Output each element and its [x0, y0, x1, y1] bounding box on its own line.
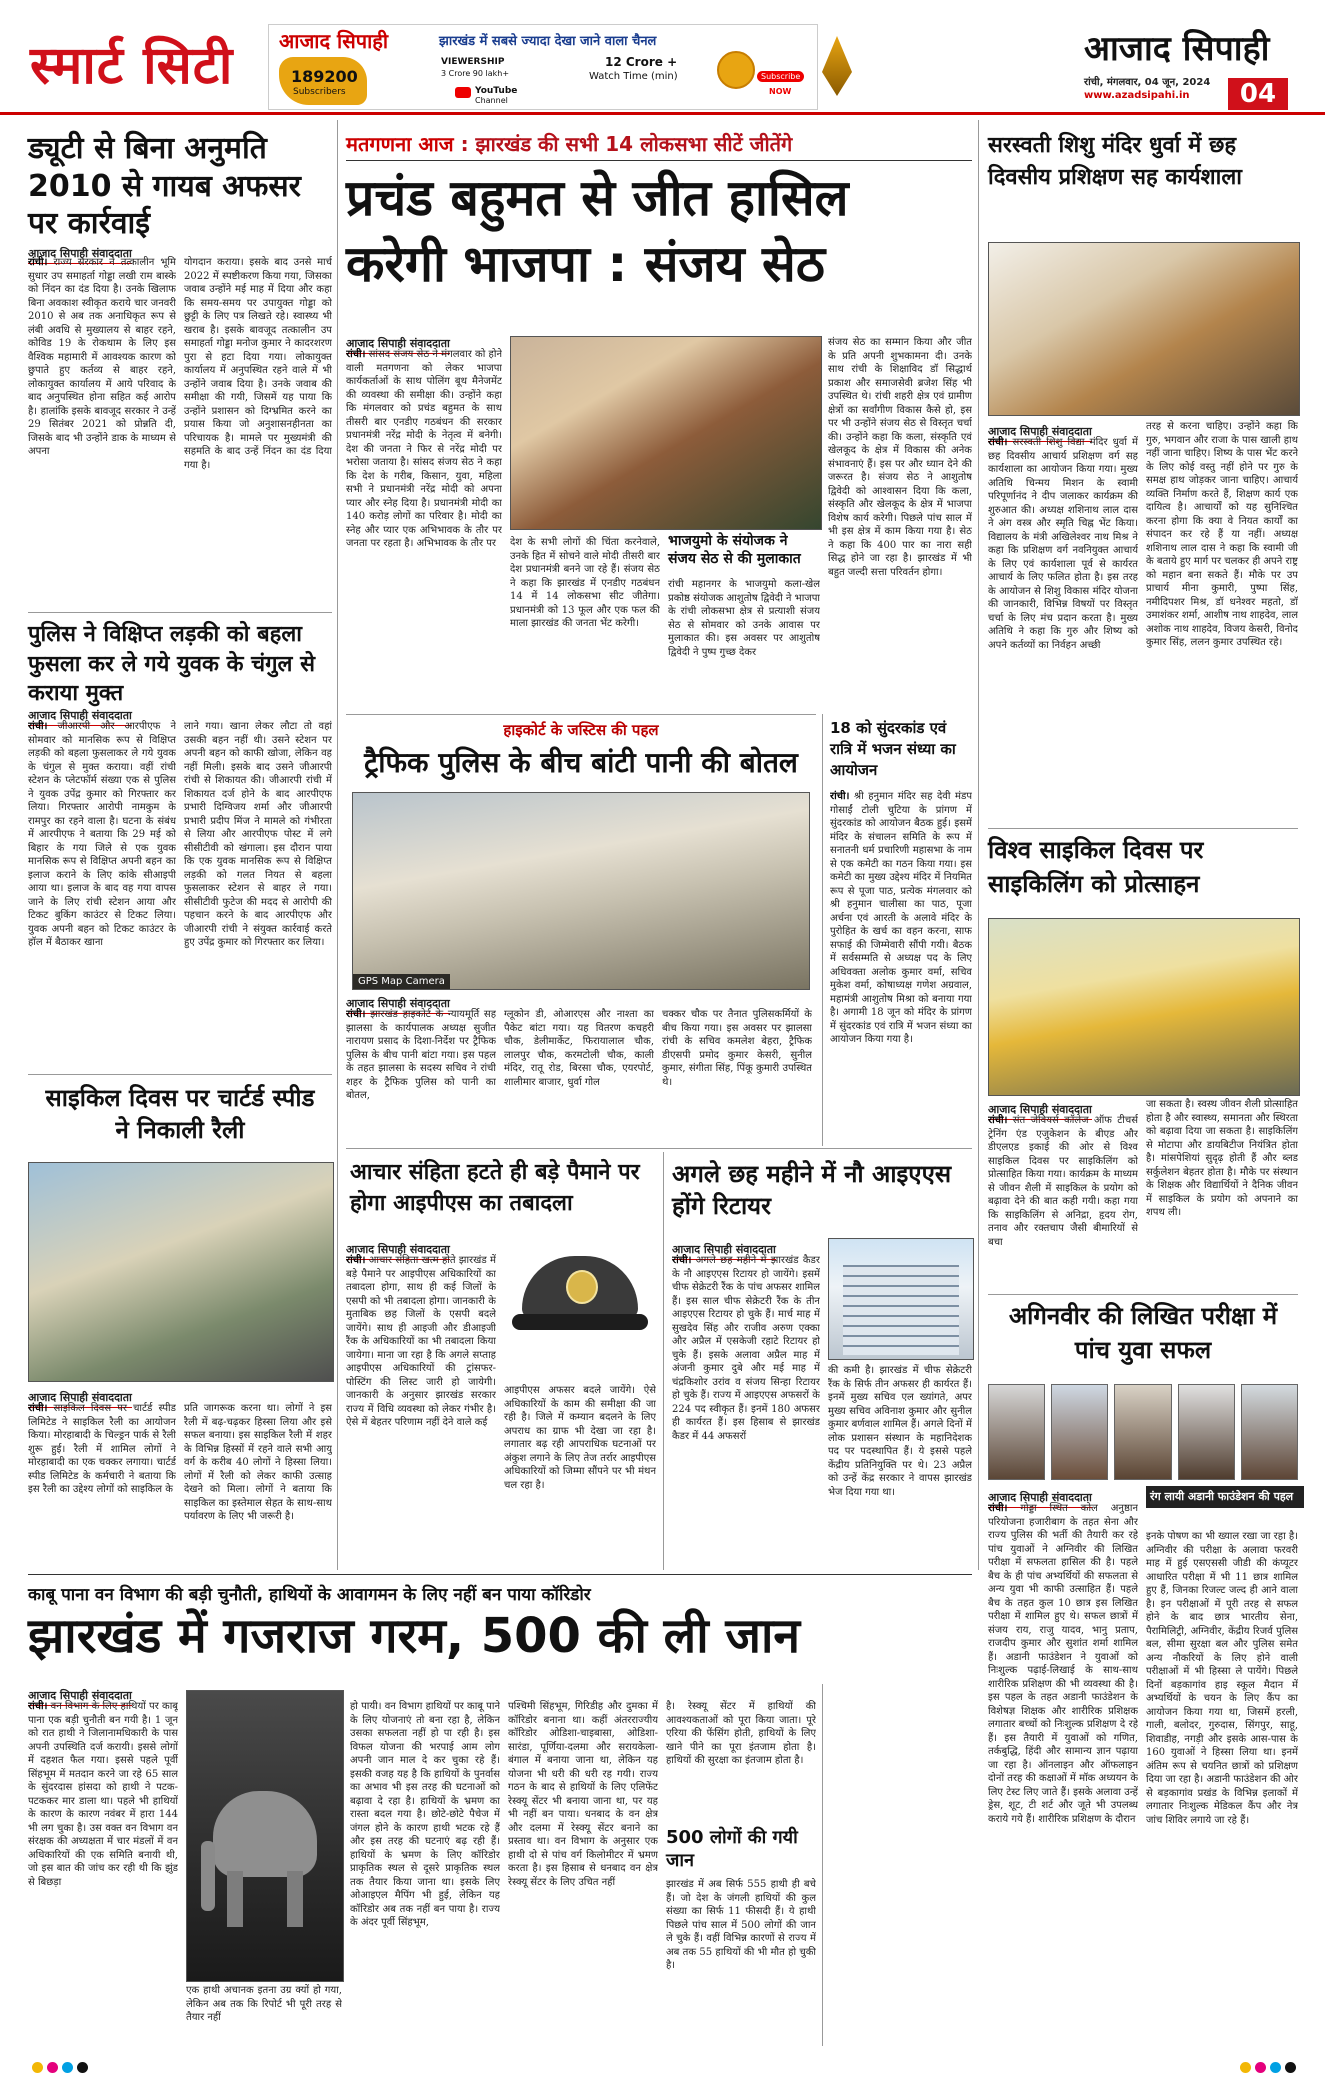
lead-sub-body: रांची महानगर के भाजयुमो कला-खेल प्रकोष्ठ संयोजक आशुतोष द्विवेदी ने भाजपा के रांची लोकसभा क्षेत्र से प्रत्याशी संजय सेठ से सोमवार को उनके आवास पर मुलाकात की। इस अवसर पर आशुतोष द्विवेदी ने पुष्प गुच्छ देकर — [668, 579, 820, 658]
cycling-headline: विश्व साइकिल दिवस पर साइकिलिंग को प्रोत्साहन — [988, 836, 1204, 898]
ips-body-col2: आइपीएस अफसर बदले जायेंगे। ऐसे अधिकारियों के काम की समीक्षा की जा रही है। जिले में कम्यान बदलने के लिए अपराध का ग्राफ भी देखा जा रहा है। लगातार बढ़ रही आपराधिक घटनाओं पर अंकुश लगाने के लिए तेज तर्रार आइपीएस अधिकारियों को जिम्मा सौंपने पर भी मंथन चल रहा है। — [504, 1385, 656, 1491]
color-dot — [1255, 2062, 1266, 2073]
shishu-body-col1: सरस्वती शिशु विद्या मंदिर धुर्वा में छह दिवसीय आचार्य प्रशिक्षण वर्ग सह कार्यशाला का आयोजन किया गया। मुख्य अतिथि चिन्मय मिशन के स्वामी परिपूर्णानंद ने दीप जलाकर कार्यक्रम की शुरुआत की। अध्यक्ष शशिनाथ लाल दास ने अंग वस्त्र और स्मृति चिह्न भेंट किया। विद्यालय के मंत्री अखिलेश्वर नाथ मिश्र ने कहा कि प्रशिक्षण वर्ग नवनियुक्त आचार्य के लिए एवं कार्यशाला पूर्व से कार्यरत आचार्य के लिए फलित होता है। इस तरह के आयोजन से शिशु विकास मंदिर योजना की जानकारी, विभिन्न विषयों पर विस्तृत चर्चा के लिए मंच प्रदान करता है। मुख्य अतिथि ने कहा कि गुरु और शिष्य को अपने कर्तव्यों का निर्वहन अच्छी — [988, 437, 1138, 651]
traffic-body-col2: ग्लूकोन डी, ओआरएस और नाश्ता का पैकेट बांटा गया। यह वितरण कचहरी चौक, डेलीमार्केट, फिरायालाल चौक, लालपुर चौक, करमटोली चौक, काली मंदिर, रातू रोड, बिरसा चौक, एयरपोर्ट, शालीमार बाजार, धुर्वा गोल — [504, 1009, 654, 1088]
lead-headline-line1: प्रचंड बहुमत से जीत हासिल — [346, 169, 849, 227]
traffic-dateline: रांची। — [346, 1009, 366, 1020]
traffic-headline: ट्रैफिक पुलिस के बीच बांटी पानी की बोतल — [364, 746, 798, 779]
office-building-photo — [828, 1238, 974, 1360]
traffic-byline: आजाद सिपाही संवाददाता — [346, 996, 450, 1014]
website[interactable]: www.azadsipahi.in — [1084, 90, 1190, 101]
subscriber-label: Subscribers — [293, 87, 346, 97]
portrait-photo — [1114, 1384, 1171, 1480]
portrait-photo — [1051, 1384, 1108, 1480]
portrait-photo — [1241, 1384, 1298, 1480]
registration-marks-right — [1240, 2058, 1300, 2077]
police-headline: पुलिस ने विक्षिप्त लड़की को बहला फुसला कर ले गये युवक के चंगुल से कराया मुक्त — [28, 622, 315, 707]
elephant-body-col1: वन विभाग के लिए हाथियों पर काबू पाना एक बड़ी चुनौती बन गयी है। 1 जून को रात हाथी ने जिलानामधिकारी के पास अपनी उपस्थिति दर्ज करायी। इससे लोगों में दहशत फैल गया। इससे पहले पूर्वी सिंहभूम में मतदान करने जा रहे 65 साल के सुंदरदास हांसदा को हाथी ने पटक-पटककर मार डाला था। पहले भी हाथियों के कारण के कारण नवंबर में हारा 144 भी लग चुका है। उस वक्त वन विभाग वन संरक्षक की अध्यक्षता में चार मंडलों में वन अधिकारियों की एक समिति बनायी थी, जो इस बात की जांच कर रही थी कि झुंड से बिछड़ा — [28, 1701, 178, 1888]
channel-label: Channel — [475, 96, 508, 105]
traffic-body-col3: चक्कर चौक पर तैनात पुलिसकर्मियों के बीच किया गया। इस अवसर पर झालसा रांची के सचिव कमलेश बेहरा, ट्रैफिक डीएसपी प्रमोद कुमार केसरी, सुनील कुमार, संगीता सिंह, पिंकू कुमारी उपस्थित थे। — [662, 1009, 812, 1088]
elephant-icon — [213, 1791, 317, 1877]
bhajan-headline: 18 को सुंदरकांड एवं रात्रि में भजन संध्या का आयोजन — [830, 719, 956, 779]
cycling-dateline: रांची। — [988, 1115, 1008, 1126]
lead-kicker-text: : झारखंड की सभी 14 लोकसभा सीटें जीतेंगे — [460, 132, 793, 156]
pen-nib-icon — [822, 36, 852, 96]
lead-photo — [510, 336, 822, 530]
viewership-value: 3 Crore 90 lakh+ — [441, 69, 510, 78]
paper-name: आजाद सिपाही — [1084, 29, 1270, 69]
color-dot — [77, 2062, 88, 2073]
cycle-rally-body-col2: प्रति जागरूक करना था। लोगों ने इस रैली में बढ़-चढ़कर हिस्सा लिया और इसे सफल बनाया। इस साइकिल रैली में शहर के विभिन्न हिस्सों में रहने वाले सभी आयु वर्ग के करीब 40 लोगों ने हिस्सा लिया। लोगों में रैली को लेकर काफी उत्साह देखने को मिला। लोगों ने बताया कि साइकिल का इस्तेमाल सेहत के साथ-साथ पर्यावरण के लिए भी जरूरी है। — [184, 1403, 332, 1522]
police-cap-photo — [504, 1236, 656, 1376]
police-body-col2: लाने गया। खाना लेकर लौटा तो वहां उसकी बहन नहीं थी। उसने स्टेशन पर अपनी बहन को काफी खोजा, लेकिन वह नहीं मिली। इसके बाद उसने जीआरपी रांची से शिकायत की। जीआरपी रांची में शिकायत दर्ज होने के बाद आरपीएफ प्रभारी दिग्विजय शर्मा और जीआरपी प्रभारी प्रदीप मिंज ने मामले को गंभीरता से लिया और आरपीएफ पोस्ट में लगे सीसीटीवी को खंगाला। इस दौरान पाया कि एक युवक मानसिक रूप से विक्षिप्त लड़की को गलत नियत से बहला फुसलाकर स्टेशन से बाहर ले गया। सीसीटीवी फुटेज की मदद से आरोपी की पहचान करने के बाद आरपीएफ और जीआरपी रांची ने संयुक्त कार्रवाई करते हुए उपेंद्र कुमार को गिरफ्तार कर लिया। — [184, 721, 332, 948]
cycling-body-col2: जा सकता है। स्वस्थ जीवन शैली प्रोत्साहित होता है और स्वास्थ्य, समानता और स्थिरता को बढ़ावा दिया जा सकता है। साइकिलिंग से मोटापा और डायबिटीज नियंत्रित होता है। मांसपेशियां सुदृढ़ होती हैं और ब्लड सर्कुलेशन बेहतर होता है। मौके पर संस्थान के शिक्षक और विद्यार्थियों ने दैनिक जीवन में साइकिल के प्रयोग को अपनाने का शपथ ली। — [1146, 1099, 1298, 1218]
page-number: 04 — [1228, 78, 1288, 110]
shishu-body-col2: तरह से करना चाहिए। उन्होंने कहा कि गुरु, भगवान और राजा के पास खाली हाथ नहीं जाना चाहिए। शिष्य के पास भेंट करने के लिए कोई वस्तु नहीं होने पर गुरु के समक्ष हाथ जोड़कर जाना चाहिए। आचार्य व्यक्ति निर्माण करते हैं, शिक्षण कार्य एक दायित्व है। आचार्यों को यह सुनिश्चित करना होगा कि क्या वे नियत कार्यों का संपादन कर रहे हैं या नहीं। अध्यक्ष शशिनाथ लाल दास ने कहा कि स्वामी जी के बताये हुए मार्ग पर चलकर ही अपने राष्ट्र को महान बना सकते हैं। मौके पर उप प्राचार्य मीना कुमारी, पुष्पा सिंह, नमीदिपशर मिश्र, डॉ धनेश्वर महतो, डॉ उमाशंकर शर्मा, आशीष नाथ शाहदेव, लाल अशोक नाथ शाहदेव, विजय केसरी, विनोद कुमार सिंह, ललन कुमार उपस्थित रहे। — [1146, 421, 1298, 648]
bhajan-body: श्री हनुमान मंदिर सह देवी मंडप गोसाईं टोली चुटिया के प्रांगण में सुंदरकांड को आयोजन बैठक हुई। इसमें मंदिर के संचालन समिति के रूप में सनातनी धर्म प्रचारिणी महासभा के नाम से एक कमेटी का गठन किया गया। इस कमेटी का मुख्य उद्देश्य मंदिर में नियमित रूप से पूजा पाठ, प्रत्येक मंगलवार को श्री हनुमान चालीसा का पाठ, पूजा अर्चना एवं आरती के अलावे मंदिर के पुरोहित के खर्च का वहन करना, साफ सफाई की जिम्मेवारी सौंपी गयी। बैठक में सर्वसम्मति से अध्यक्ष पद के लिए अधिवक्ता अलोक कुमार वर्मा, सचिव मुकेश वर्मा, कोषाध्यक्ष गणेश अग्रवाल, महामंत्री आशुतोष मिश्रा को बनाया गया है। अगामी 18 जून को मंदिर के प्रांगण में सुंदरकांड एवं रात्रि में भजन संध्या का आयोजन किया गया है। — [830, 791, 972, 1045]
agniveer-portraits — [988, 1384, 1298, 1480]
ias-body-col2: की कमी है। झारखंड में चीफ सेक्रेटरी रैंक के सिर्फ तीन अफसर ही कार्यरत हैं। इनमें मुख्य सचिव एल ख्यांगते, अपर मुख्य सचिव अविनाश कुमार और सुनील कुमार बर्णवाल शामिल हैं। अगले दिनों में लोक प्रशासन संस्थान के महानिदेशक पद पर पदस्थापित हैं। ये इससे पहले केंद्रीय प्रतिनियुक्ति पर थे। 23 अप्रैल को उन्हें केंद्र सरकार ने वापस झारखंड भेज दिया गया था। — [828, 1365, 972, 1498]
elephant-photo-caption: एक हाथी अचानक इतना उग्र क्यों हो गया, लेकिन अब तक कि रिपोर्ट भी पूरी तरह से तैयार नहीं — [186, 1985, 342, 2023]
cycle-rally-photo — [28, 1162, 334, 1382]
traffic-photo — [352, 792, 810, 990]
portrait-photo — [988, 1384, 1045, 1480]
agniveer-headline: अगिनवीर की लिखित परीक्षा में पांच युवा सफल — [1008, 1302, 1278, 1364]
watch-time-value: 12 Crore + — [605, 55, 678, 69]
cycling-photo — [988, 918, 1300, 1096]
lead-body-col1: सांसद संजय सेठ ने मंगलवार को होने वाली मतगणना को लेकर भाजपा कार्यकर्ताओं के साथ पोलिंग बूथ मैनेजमेंट की व्यवस्था की समीक्षा की। उन्होंने कहा कि मंगलवार को प्रचंड बहुमत के साथ तीसरी बार एनडीए गठबंधन की सरकार प्रधानमंत्री नरेंद्र मोदी के नेतृत्व में बनेगी। देश की जनता ने फिर से नरेंद्र मोदी पर भरोसा जताया है। सांसद संजय सेठ ने कहा कि देश के गरीब, किसान, युवा, महिला सभी ने प्रधानमंत्री नरेंद्र मोदी को अपना प्यार और स्नेह दिया है। प्रधानमंत्री मोदी का 140 करोड़ लोगों का परिवार है। मोदी का स्नेह और प्यार एक अभिभावक के तौर पर जनता पर रहता है। अभिभावक के तौर पर — [346, 349, 502, 549]
agniveer-byline: आजाद सिपाही संवाददाता — [988, 1490, 1092, 1508]
elephant-sub-body: झारखंड में अब सिर्फ 555 हाथी ही बचे हैं। जो देश के जंगली हाथियों की कुल संख्या का सिर्फ 11 फीसदी हैं। ये हाथी पिछले पांच साल में 500 लोगों की जान ले चुके हैं। वहीं विभिन्न कारणों से राज्य में अब तक 55 हाथियों की भी मौत हो चुकी है। — [666, 1879, 816, 1971]
ias-dateline: रांची। — [672, 1255, 692, 1266]
traffic-kicker: हाइकोर्ट के जस्टिस की पहल — [503, 721, 659, 739]
agniveer-body-col2: इनके पोषण का भी ख्याल रखा जा रहा है। अग्निवीर की परीक्षा के अलावा फरवरी माह में हुई एसएससी जीडी की कंप्यूटर आधारित परीक्षा में भी 11 छात्र शामिल हुए हैं, जिनका रिजल्ट जल्द ही आने वाला है। इन परीक्षाओं में पूरी तरह से सफल होने के बाद छात्र भारतीय सेना, पैरामिलिट्री, अग्निवीर, केंद्रीय रिजर्व पुलिस बल, सीमा सुरक्षा बल और पुलिस समेत अन्य नौकरियों के लिए होने वाली परीक्षाओं में भी हिस्सा ले पायेंगे। पिछले दिनों बड़कागांव हाइ स्कूल मैदान में अभ्यर्थियों के चयन के लिए कैंप का आयोजन किया गया था, जिसमें हरली, गाली, बलोदर, गुरुदास, सिंगपुर, साहू, शिवाडीह, नगड़ी और इसके आस-पास के 160 युवाओं ने हिस्सा लिया था। इनमें अंतिम रूप से चयनित छात्रों को प्रशिक्षण दिया जा रहा है। अडानी फाउंडेशन की ओर से बड़कागांव प्रखंड के विभिन्न इलाकों में लगातार निःशुल्क मेडिकल कैंप और नेत्र जांच शिविर लगाये जा रहे हैं। — [1146, 1531, 1298, 1826]
elephant-sub-headline: 500 लोगों की गयी जान — [666, 1827, 798, 1872]
subscribe-button[interactable]: Subscribe — [757, 71, 804, 82]
cycling-body-col1: संत जेवियर्स कॉलेज ऑफ टीचर्स ट्रेनिंग एंड एजुकेशन के बीएड और डीएलएड इकाई की ओर से विश्व साइकिल दिवस पर साइकिलिंग को प्रोत्साहित किया गया। कार्यक्रम के माध्यम से जीवन शैली में साइकिल के प्रयोग को बढ़ावा देने की बात कही गयी। कहा गया कि साइकिलिंग से अनिद्रा, हृदय रोग, तनाव और रक्तचाप जैसी बीमारियों से बचा — [988, 1115, 1138, 1248]
duty-body-col1: राज्य सरकार ने तत्कालीन भूमि सुधार उप समाहर्ता गोड्डा लखी राम बास्के को निंदन का दंड दिया है। उनके खिलाफ बिना अवकाश स्वीकृत कराये चार जनवरी 2010 से अब तक अनाधिकृत रूप से लंबी अवधि से मुख्यालय से बाहर रहने, कोविड 19 के रोकथाम के लिए इस वैश्विक महामारी में आवश्यक कारण को छुपाते हुए कर्तव्य से बाहर रहने, लोकायुक्त कार्यालय में आये परिवाद के बाद अनुपस्थित होना सहित कई आरोप है। हालांकि इसके बावजूद सरकार ने उन्हें 29 सितंबर 2021 को प्रोन्नति दी, जिसके बाद भी उन्होंने डाक के माध्यम से अपना — [28, 257, 176, 457]
lead-kicker-line — [346, 130, 972, 157]
ips-headline: आचार संहिता हटते ही बड़े पैमाने पर होगा आइपीएस का तबादला — [350, 1160, 640, 1216]
masthead — [0, 0, 1325, 115]
police-body-col1: जीआरपी और आरपीएफ ने सोमवार को मानसिक रूप से विक्षिप्त लड़की को बहला फुसलाकर ले गये युवक के चंगुल से मुक्त कराया। वहीं रांची स्टेशन के प्लेटफॉर्म संख्या एक से पुलिस ने युवक उपेंद्र कुमार को गिरफ्तार कर लिया। गिरफ्तार आरोपी नामकुम के रामपुर का रहने वाला है। घटना के संबंध में आरपीएफ ने बताया कि 29 मई को बिहार के गया जिले से एक युवक मानसिक रूप से विक्षिप्त अपनी बहन का इलाज कराने के लिए कांके सीआइपी आया था। इलाज के बाद वह गया वापस जाने के लिए रांची स्टेशन आया और टिकट बुकिंग काउंटर से टिकट लिया। युवक अपनी बहन को टिकट काउंटर के हॉल में बैठाकर खाना — [28, 721, 176, 948]
registration-marks — [32, 2058, 92, 2077]
ias-headline: अगले छह महीने में नौ आइएएस होंगे रिटायर — [672, 1160, 952, 1221]
traffic-body-col1: झारखंड हाइकोर्ट के न्यायमूर्ति सह झालसा के कार्यपालक अध्यक्ष सुजीत नारायण प्रसाद के दिशा-निर्देश पर ट्रैफिक पुलिस के बीच पानी बांटा गया। इस पहल के तहत झालसा के सदस्य सचिव ने रांची शहर के ट्रैफिक पुलिस को पानी का बोतल, — [346, 1009, 496, 1101]
duty-dateline: रांची। — [28, 257, 48, 268]
shishu-byline: आजाद सिपाही संवाददाता — [988, 424, 1092, 442]
lead-kicker: मतगणना आज — [346, 132, 454, 156]
award-badge-icon — [717, 51, 755, 89]
duty-headline: ड्यूटी से बिना अनुमति 2010 से गायब अफसर पर कार्रवाई — [28, 131, 301, 241]
elephant-kicker: काबू पाना वन विभाग की बड़ी चुनौती, हाथियों के आवागमन के लिए नहीं बन पाया कॉरिडोर — [28, 1585, 591, 1605]
elephant-body-col4: है। रेस्क्यू सेंटर में हाथियों की आवश्यकताओं को पूरा किया जाता। पूरे एरिया की फेंसिंग होती, हाथियों के लिए खाने पीने का पूरा इंतजाम होता है। हाथियों की सुरक्षा का इंतजाम होता है। — [666, 1701, 816, 1766]
duty-body-col2: योगदान कराया। इसके बाद उनसे मार्च 2022 में स्पष्टीकरण किया गया, जिसका जवाब उन्होंने मई माह में दिया और कहा कि समय-समय पर उपायुक्त गोड्डा को छुट्टी के लिए पत्र लिखते रहे। स्वास्थ्य भी खराब है। इसके बावजूद तत्कालीन उप समाहर्ता गोड्डा मनोज कुमार ने कादरशरण पुरा से हटा दिया गया। लोकायुक्त कार्यालय में अनुपस्थित रहने वाले में भी उन्होंने जवाब दिया है। उनके जवाब की समीक्षा की गयी, जिसमें यह पाया कि उन्होंने प्रशासन को दिग्भ्रमित करने का प्रयास किया जो अनुशासनहीनता का परिचायक है। मामले पर मुख्यमंत्री की सहमति के बाद उन्हें निंदन का दंड दिया गया है। — [184, 257, 332, 471]
cycle-rally-body-col1: साइकिल दिवस पर चार्टर्ड स्पीड लिमिटेड ने साइकिल रैली का आयोजन किया। मोरहाबादी के चिल्ड्रन पार्क से रैली शुरू हुई। रैली में शामिल लोगों ने मोरहाबादी का एक चक्कर लगाया। चार्टर्ड स्पीड लिमिटेड के कर्मचारी ने बताया कि इस रैली का उद्देश्य लोगों को साइकिल के — [28, 1403, 176, 1495]
ips-dateline: रांची। — [346, 1255, 366, 1266]
cycle-rally-byline: आजाद सिपाही संवाददाता — [28, 1390, 132, 1408]
section-title: स्मार्ट सिटी — [30, 36, 234, 96]
portrait-photo — [1178, 1384, 1235, 1480]
elephant-photo — [186, 1690, 344, 1982]
elephant-headline: झारखंड में गजराज गरम, 500 की ली जान — [28, 1608, 801, 1664]
youtube-label: YouTube — [475, 86, 518, 96]
elephant-body-col3: पश्चिमी सिंहभूम, गिरिडीह और दुमका में कॉरिडोर बनाना था। कहीं अंतरराज्यीय कॉरिडोर ओडिशा-चाइबासा, ओडिशा-सारंडा, पूर्णिया-दलमा और सरायकेला-बंगाल में बनाया जाना था, लेकिन यह योजना भी धरी की धरी रह गयी। राज्य गठन के बाद से हाथियों के लिए एलिफेंट रेस्क्यू सेंटर भी बनाया जाना था, पर यह भी नहीं बन पाया। धनबाद के वन क्षेत्र और दलमा में रेस्क्यू सेंटर बनाने का प्रस्ताव था। वन विभाग के अनुसार एक हाथी दो से पांच वर्ग किलोमीटर में भ्रमण करता है। इस हिसाब से धनबाद वन क्षेत्र रेस्क्यू सेंटर के लिए उचित नहीं — [508, 1701, 658, 1888]
agniveer-side-label: रंग लायी अडानी फाउंडेशन की पहल — [1146, 1486, 1304, 1508]
elephant-body-col2: हो पायी। वन विभाग हाथियों पर काबू पाने के लिए योजनाएं तो बना रहा है, लेकिन उसका सफलता नहीं हो पा रही है। इस विफल योजना की भरपाई आम लोग अपनी जान माल दे कर चुका रहे हैं। इसकी वजह यह है कि हाथियों के पुनर्वास का अभाव भी इस तरह की घटनाओं को बढ़ावा दे रहा है। हाथियों के भ्रमण का रास्ता बदल गया है। छोटे-छोटे पैचेज में जंगल होने के कारण हाथी भटक रहे हैं और इस तरह की घटनाएं बढ़ रही हैं। हाथियों के भ्रमण के लिए कॉरिडोर प्राकृतिक स्थल से दूसरे प्राकृतिक स्थल तक तैयार किया जाना था। इसके लिए ओआइएल मैपिंग भी हुई, लेकिन यह कॉरिडोर अब तक नहीं बन पाया है। राज्य के अंदर पूर्वी सिंहभूम, — [350, 1701, 500, 1928]
lead-sub-headline: भाजयुमो के संयोजक ने संजय सेठ से की मुलाकात — [668, 533, 801, 568]
viewership-label: VIEWERSHIP — [441, 57, 505, 67]
duty-byline: आजाद सिपाही संवाददाता — [28, 246, 132, 264]
shishu-headline: सरस्वती शिशु मंदिर धुर्वा में छह दिवसीय प्रशिक्षण सह कार्यशाला — [988, 133, 1242, 190]
channel-banner — [268, 24, 818, 110]
date-line: रांची, मंगलवार, 04 जून, 2024 — [1084, 77, 1211, 88]
agniveer-dateline: रांची। — [988, 1503, 1008, 1514]
youtube-icon — [455, 87, 471, 98]
subscribe-now: NOW — [769, 87, 792, 96]
elephant-byline: आजाद सिपाही संवाददाता — [28, 1688, 132, 1706]
color-dot — [1270, 2062, 1281, 2073]
shishu-dateline: रांची। — [988, 437, 1008, 448]
elephant-dateline: रांची। — [28, 1701, 48, 1712]
color-dot — [1240, 2062, 1251, 2073]
banner-paper-name: आजाद सिपाही — [279, 29, 389, 53]
ias-body-col1: अगले छह महीने में झारखंड कैडर के नौ आइएएस रिटायर हो जायेंगे। इसमें चीफ सेक्रेटरी रैंक के पांच अफसर शामिल हैं। इस साल चीफ सेक्रेटरी रैंक के तीन आइएएस रिटायर हो चुके हैं। मार्च माह में सुखदेव सिंह और राजीव अरुण एक्का और अप्रैल में एसकेजी रहाटे रिटायर हो चुके हैं। इसके अलावा अप्रैल माह में अंजनी कुमार दुबे और मई माह में चंद्रकिशोर उरांव व संजय सिन्हा रिटायर हो चुके हैं। राज्य में आइएएस अफसरों के 224 पद स्वीकृत हैं। इनमें 180 अफसर ही कार्यरत हैं। इस हिसाब से झारखंड कैडर में 44 अफसरों — [672, 1255, 820, 1442]
lead-headline-line2: करेगी भाजपा : संजय सेठ — [346, 235, 825, 293]
cycle-rally-headline: साइकिल दिवस पर चार्टर्ड स्पीड ने निकाली रैली — [45, 1084, 315, 1145]
watch-time-label: Watch Time (min) — [589, 71, 678, 82]
bhajan-dateline: रांची। — [830, 791, 850, 802]
cycle-rally-dateline: रांची। — [28, 1403, 48, 1414]
traffic-photo-caption: GPS Map Camera — [353, 974, 450, 989]
color-dot — [62, 2062, 73, 2073]
subscriber-count: 189200 — [291, 67, 358, 86]
ips-byline: आजाद सिपाही संवाददाता — [346, 1242, 450, 1260]
police-dateline: रांची। — [28, 721, 48, 732]
cycling-byline: आजाद सिपाही संवाददाता — [988, 1102, 1092, 1120]
color-dot — [1285, 2062, 1296, 2073]
ips-body-col1: आचार संहिता खत्म होते झारखंड में बड़े पैमाने पर आइपीएस अधिकारियों का तबादला होगा, साथ ही कई जिलों के एसपी को भी तबादला होगा। जानकारी के मुताबिक छह जिलों के एसपी बदले जायेंगे। साथ ही आइजी और डीआइजी रैंक के अधिकारियों का भी तबादला किया जायेगा। माना जा रहा है कि अगले सप्ताह आइपीएस अधिकारियों की ट्रांसफर-पोस्टिंग की लिस्ट जारी हो जायेगी। जानकारी के अनुसार झारखंड सरकार राज्य में विधि व्यवस्था को लेकर गंभीर है। ऐसे में बेहतर परिणाम नहीं देने वाले कई — [346, 1255, 496, 1428]
shishu-photo — [988, 242, 1300, 416]
agniveer-body-col1: गोड्डा स्थित कोल अनुष्ठान परियोजना हजारीबाग के तहत सेना और राज्य पुलिस की भर्ती की तैयारी कर रहे पांच युवाओं ने अग्निवीर की लिखित परीक्षा में सफलता हासिल की है। पहले बैच के ही पांच अभ्यर्थियों की सफलता से अन्य युवा भी काफी उत्साहित हैं। पहले बैच के तहत कुल 10 छात्र इस लिखित परीक्षा में शामिल हुए थे। सफल छात्रों में संजय राय, राजु यादव, भानु प्रताप, राजदीप कुमार और सुशांत शर्मा शामिल हैं। अडानी फाउंडेशन ने युवाओं को निःशुल्क पढ़ाई-लिखाई के साथ-साथ शारीरिक प्रशिक्षण की भी व्यवस्था की है। इस पहल के तहत अडानी फाउंडेशन के विशेषज्ञ शिक्षक और शारीरिक प्रशिक्षक लगातार बच्चों को निःशुल्क प्रशिक्षण दे रहे हैं। इस तैयारी में युवाओं को गणित, तर्कबुद्धि, हिंदी और सामान्य ज्ञान पढ़ाया जा रहा है। ऑनलाइन और ऑफलाइन दोनों तरह की कक्षाओं में मॉक अध्ययन के लिए टेस्ट लिए जाते हैं। इसके अलावा उन्हें ड्रेस, शूट, टी शर्ट और जूते भी उपलब्ध कराये गये हैं। शारीरिक प्रशिक्षण के दौरान — [988, 1503, 1138, 1825]
ias-byline: आजाद सिपाही संवाददाता — [672, 1242, 776, 1260]
police-byline: आजाद सिपाही संवाददाता — [28, 708, 132, 726]
lead-body-col2: देश के सभी लोगों की चिंता करनेवाले, उनके हित में सोचने वाले मोदी तीसरी बार देश प्रधानमंत्री बनने जा रहे हैं। संजय सेठ ने कहा कि झारखंड में एनडीए गठबंधन 14 में 14 लोकसभा सीट जीतेगा। प्रधानमंत्री को 13 फूल और एक फल की माला झारखंड की जनता भेंट करेगी। — [510, 537, 660, 629]
color-dot — [32, 2062, 43, 2073]
lead-dateline: रांची। — [346, 349, 366, 360]
lead-body-col3: संजय सेठ का सम्मान किया और जीत के प्रति अपनी शुभकामना दी। उनके साथ रांची के शिक्षाविद डॉ सिद्धार्थ प्रकाश और समाजसेवी ब्रजेश सिंह भी उपस्थित थे। रांची शहरी क्षेत्र एवं ग्रामीण क्षेत्रों का सर्वांगीण विकास कैसे हो, इस पर भी उन्होंने संजय सेठ से विस्तृत चर्चा की। उन्होंने कहा कि कला, संस्कृति एवं खेलकूद के क्षेत्र में विकास की अनेक संभावनाएं हैं। इस पर और ध्यान देने की जरूरत है। संजय सेठ ने आशुतोष द्विवेदी को आश्वासन दिया कि कला, संस्कृति और खेलकूद के क्षेत्र में भाजपा विशेष कार्य करेगी। पिछले पांच साल में भी इस क्षेत्र में काम किया गया है। सेठ ने कहा कि 400 पार का नारा सही सिद्ध होने जा रहा है। झारखंड में भी बहुत जल्दी सत्ता परिवर्तन होगा। — [828, 337, 972, 578]
color-dot — [47, 2062, 58, 2073]
banner-tagline: झारखंड में सबसे ज्यादा देखा जाने वाला चैनल — [439, 34, 657, 49]
lead-byline: आजाद सिपाही संवाददाता — [346, 336, 450, 354]
